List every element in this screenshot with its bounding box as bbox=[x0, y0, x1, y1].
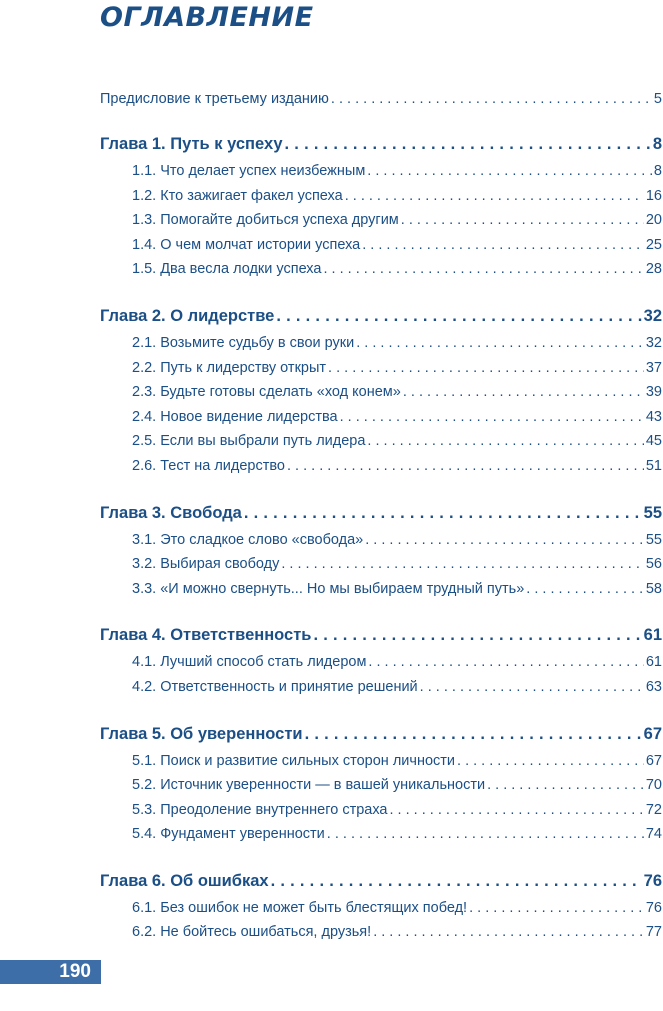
section-title: 5.2. Источник уверенности — в вашей уникальности bbox=[132, 777, 486, 794]
dot-leader bbox=[420, 675, 644, 700]
dot-leader bbox=[345, 184, 644, 209]
dot-leader bbox=[367, 159, 652, 184]
chapter-block bbox=[100, 721, 662, 847]
toc-section-entry bbox=[100, 331, 662, 356]
section-page-number: 28 bbox=[645, 261, 662, 278]
section-title: 1.4. О чем молчат истории успеха bbox=[132, 236, 361, 253]
dot-leader bbox=[285, 131, 651, 157]
dot-leader bbox=[323, 257, 643, 282]
chapter-title: Глава 3. Свобода bbox=[100, 503, 242, 522]
dot-leader bbox=[403, 380, 644, 405]
toc-section-entry bbox=[100, 184, 662, 209]
section-title: 4.1. Лучший способ стать лидером bbox=[132, 654, 367, 671]
section-page-number: 25 bbox=[645, 236, 662, 253]
dot-leader bbox=[457, 749, 644, 774]
dot-leader bbox=[373, 920, 644, 945]
section-page-number: 70 bbox=[645, 777, 662, 794]
dot-leader bbox=[487, 773, 644, 798]
toc-section-entry bbox=[100, 650, 662, 675]
toc-entry-page: 5 bbox=[653, 91, 662, 107]
section-title: 2.3. Будьте готовы сделать «ход конем» bbox=[132, 384, 401, 401]
section-title: 2.4. Новое видение лидерства bbox=[132, 408, 338, 425]
toc-chapter-entry bbox=[100, 500, 662, 526]
chapter-block bbox=[100, 868, 662, 945]
section-page-number: 55 bbox=[645, 531, 662, 548]
section-title: 1.2. Кто зажигает факел успеха bbox=[132, 187, 343, 204]
chapter-page-number: 32 bbox=[643, 306, 662, 325]
toc-entry-label: Предисловие к третьему изданию bbox=[100, 91, 329, 107]
toc-chapter-entry bbox=[100, 303, 662, 329]
toc-section-entry bbox=[100, 577, 662, 602]
section-title: 2.1. Возьмите судьбу в свои руки bbox=[132, 334, 355, 351]
toc-section-entry bbox=[100, 159, 662, 184]
toc-chapter-entry bbox=[100, 721, 662, 747]
dot-leader bbox=[526, 577, 644, 602]
dot-leader bbox=[313, 622, 641, 648]
section-page-number: 8 bbox=[653, 163, 662, 179]
chapter-title: Глава 6. Об ошибках bbox=[100, 871, 269, 890]
dot-leader bbox=[327, 822, 644, 847]
section-title: 3.1. Это сладкое слово «свобода» bbox=[132, 531, 364, 548]
dot-leader bbox=[365, 528, 644, 553]
section-title: 3.3. «И можно свернуть... Но мы выбираем трудный путь» bbox=[132, 580, 525, 597]
table-of-contents bbox=[100, 86, 662, 966]
toc-chapter-entry bbox=[100, 868, 662, 894]
page-number-badge: 190 bbox=[0, 960, 101, 984]
section-title: 5.4. Фундамент уверенности bbox=[132, 826, 325, 843]
toc-section-entry bbox=[100, 405, 662, 430]
dot-leader bbox=[271, 868, 642, 894]
dot-leader bbox=[305, 721, 642, 747]
chapter-page-number: 67 bbox=[643, 724, 662, 743]
dot-leader bbox=[276, 303, 641, 329]
dot-leader bbox=[368, 650, 643, 675]
chapter-page-number: 8 bbox=[652, 135, 662, 153]
dot-leader bbox=[469, 896, 644, 921]
section-page-number: 56 bbox=[645, 556, 662, 573]
page-title: ОГЛАВЛЕНИЕ bbox=[100, 2, 314, 33]
toc-section-entry bbox=[100, 675, 662, 700]
section-title: 3.2. Выбирая свободу bbox=[132, 556, 280, 573]
section-title: 6.1. Без ошибок не может быть блестящих побед! bbox=[132, 899, 468, 916]
toc-section-entry bbox=[100, 233, 662, 258]
section-title: 4.2. Ответственность и принятие решений bbox=[132, 678, 418, 695]
section-page-number: 39 bbox=[645, 384, 662, 401]
section-page-number: 16 bbox=[645, 187, 662, 204]
section-title: 5.1. Поиск и развитие сильных сторон личности bbox=[132, 752, 456, 769]
section-title: 1.1. Что делает успех неизбежным bbox=[132, 163, 366, 179]
section-page-number: 43 bbox=[645, 408, 662, 425]
toc-section-entry bbox=[100, 896, 662, 921]
chapter-title: Глава 5. Об уверенности bbox=[100, 724, 303, 743]
toc-section-entry bbox=[100, 920, 662, 945]
chapter-block bbox=[100, 622, 662, 699]
section-page-number: 74 bbox=[645, 826, 662, 843]
section-page-number: 20 bbox=[645, 212, 662, 229]
section-title: 6.2. Не бойтесь ошибаться, друзья! bbox=[132, 924, 372, 941]
toc-section-entry bbox=[100, 454, 662, 479]
toc-section-entry bbox=[100, 380, 662, 405]
chapter-page-number: 55 bbox=[643, 503, 662, 522]
chapter-block bbox=[100, 131, 662, 282]
section-page-number: 37 bbox=[645, 359, 662, 376]
chapter-title: Глава 2. О лидерстве bbox=[100, 306, 275, 325]
dot-leader bbox=[281, 552, 644, 577]
toc-section-entry bbox=[100, 356, 662, 381]
section-title: 2.6. Тест на лидерство bbox=[132, 457, 285, 474]
chapter-title: Глава 4. Ответственность bbox=[100, 626, 312, 645]
toc-chapter-entry bbox=[100, 131, 662, 157]
toc-section-entry bbox=[100, 552, 662, 577]
section-page-number: 77 bbox=[645, 924, 662, 941]
section-page-number: 63 bbox=[645, 678, 662, 695]
chapter-page-number: 76 bbox=[643, 871, 662, 890]
chapter-block bbox=[100, 500, 662, 602]
chapter-list bbox=[100, 131, 662, 945]
chapter-page-number: 61 bbox=[643, 626, 662, 645]
dot-leader bbox=[340, 405, 644, 430]
section-title: 1.3. Помогайте добиться успеха другим bbox=[132, 212, 399, 229]
toc-preface-entry bbox=[100, 86, 662, 112]
section-page-number: 61 bbox=[645, 654, 662, 671]
toc-section-entry bbox=[100, 257, 662, 282]
toc-section-entry bbox=[100, 798, 662, 823]
section-title: 2.5. Если вы выбрали путь лидера bbox=[132, 433, 366, 450]
toc-section-entry bbox=[100, 429, 662, 454]
section-page-number: 51 bbox=[645, 457, 662, 474]
dot-leader bbox=[331, 86, 652, 112]
chapter-title: Глава 1. Путь к успеху bbox=[100, 135, 283, 153]
dot-leader bbox=[362, 233, 644, 258]
dot-leader bbox=[401, 208, 644, 233]
section-page-number: 45 bbox=[645, 433, 662, 450]
section-page-number: 72 bbox=[645, 801, 662, 818]
toc-section-entry bbox=[100, 208, 662, 233]
section-page-number: 58 bbox=[645, 580, 662, 597]
section-title: 5.3. Преодоление внутреннего страха bbox=[132, 801, 388, 818]
section-page-number: 76 bbox=[645, 899, 662, 916]
section-title: 1.5. Два весла лодки успеха bbox=[132, 261, 322, 278]
toc-section-entry bbox=[100, 528, 662, 553]
dot-leader bbox=[390, 798, 644, 823]
dot-leader bbox=[367, 429, 643, 454]
section-page-number: 32 bbox=[645, 334, 662, 351]
toc-section-entry bbox=[100, 822, 662, 847]
dot-leader bbox=[287, 454, 644, 479]
section-title: 2.2. Путь к лидерству открыт bbox=[132, 359, 327, 376]
section-page-number: 67 bbox=[645, 752, 662, 769]
toc-section-entry bbox=[100, 773, 662, 798]
dot-leader bbox=[328, 356, 644, 381]
toc-chapter-entry bbox=[100, 622, 662, 648]
dot-leader bbox=[356, 331, 644, 356]
dot-leader bbox=[244, 500, 642, 526]
chapter-block bbox=[100, 303, 662, 479]
toc-section-entry bbox=[100, 749, 662, 774]
